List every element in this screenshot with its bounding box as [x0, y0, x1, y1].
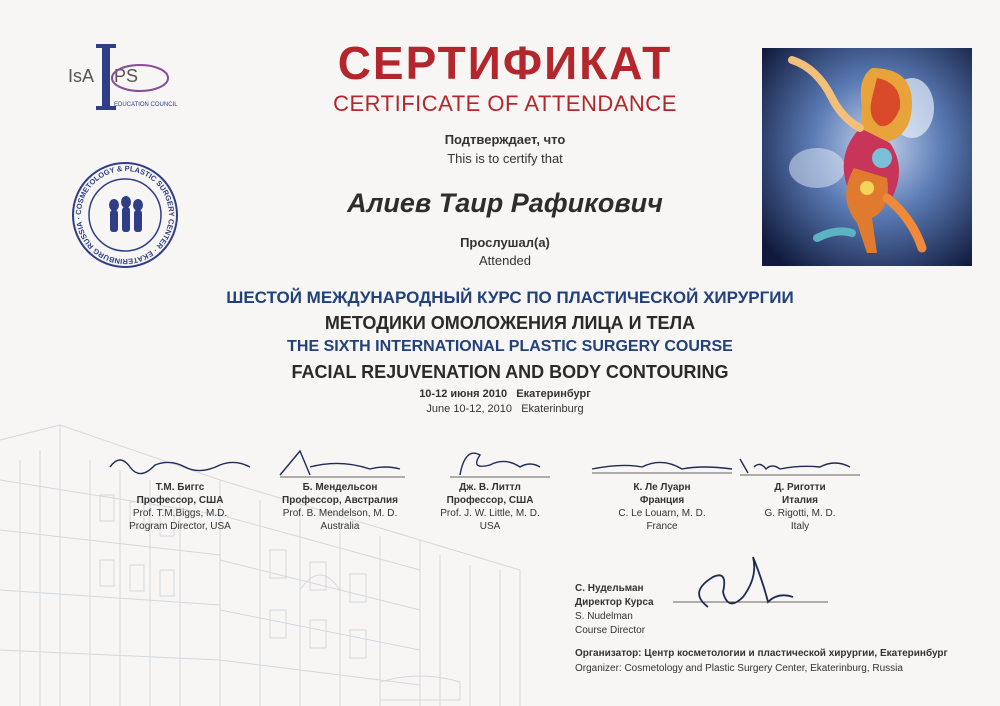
- faculty-role-ru: Франция: [639, 495, 685, 506]
- faculty-name-en: G. Rigotti, M. D.: [764, 508, 836, 519]
- recipient-name: Алиев Таир Рафикович: [347, 188, 663, 218]
- course-date-ru: 10-12 июня 2010 Екатеринбург: [419, 388, 591, 400]
- faculty-name-en: C. Le Louarn, M. D.: [618, 508, 706, 519]
- confirm-text-en: This is to certify that: [447, 151, 563, 166]
- confirm-text-ru: Подтверждает, что: [444, 132, 566, 147]
- faculty-signature-block: [582, 445, 742, 533]
- faculty-role-ru: Профессор, США: [136, 495, 224, 506]
- svg-text:PS: PS: [114, 66, 139, 86]
- center-seal: [70, 160, 180, 270]
- director-role-en: Course Director: [575, 625, 646, 636]
- director-signature: [668, 552, 838, 622]
- faculty-role-ru: Профессор, США: [446, 495, 534, 506]
- certificate-subtitle: CERTIFICATE OF ATTENDANCE: [333, 91, 677, 116]
- signature: [100, 445, 260, 481]
- signature: [260, 445, 420, 481]
- faculty-name-en: Prof. B. Mendelson, M. D.: [282, 508, 398, 519]
- faculty-extra-en: France: [646, 521, 678, 532]
- organizer-text-en: Organizer: Cosmetology and Plastic Surgery Center, Ekaterinburg, Russia: [575, 663, 903, 674]
- faculty-extra-en: USA: [479, 521, 501, 532]
- director-name-en: S. Nudelman: [575, 611, 633, 622]
- svg-text:IsA: IsA: [68, 66, 95, 86]
- course-title-en-line1: THE SIXTH INTERNATIONAL PLASTIC SURGERY COURSE: [287, 338, 733, 355]
- faculty-role-ru: Италия: [782, 495, 818, 506]
- attended-text-en: Attended: [478, 253, 532, 268]
- faculty-role-ru: Профессор, Австралия: [282, 495, 398, 506]
- faculty-name-ru: Д. Риготти: [774, 482, 826, 493]
- course-title-ru-line1: ШЕСТОЙ МЕЖДУНАРОДНЫЙ КУРС ПО ПЛАСТИЧЕСКОЙ ХИРУРГИИ: [226, 288, 794, 307]
- faculty-signature-block: [410, 445, 570, 533]
- artwork-image: [762, 48, 972, 266]
- organizer-text-ru: Организатор: Центр косметологии и пластической хирургии, Екатеринбург: [575, 648, 948, 659]
- signature: [720, 445, 880, 481]
- certificate-title: СЕРТИФИКАТ: [337, 37, 673, 89]
- faculty-signature-block: [100, 445, 260, 533]
- faculty-extra-en: Australia: [320, 521, 360, 532]
- signature: [410, 445, 570, 481]
- director-name-ru: С. Нудельман: [575, 583, 644, 594]
- signature: [582, 445, 742, 481]
- course-title-en-line2: FACIAL REJUVENATION AND BODY CONTOURING: [291, 362, 729, 382]
- faculty-signature-block: [720, 445, 880, 533]
- attended-text-ru: Прослушал(а): [460, 235, 550, 250]
- faculty-name-en: Prof. T.M.Biggs, M.D.: [132, 508, 228, 519]
- faculty-signature-block: [260, 445, 420, 533]
- faculty-name-ru: Дж. В. Литтл: [459, 482, 521, 493]
- course-title-ru-line2: МЕТОДИКИ ОМОЛОЖЕНИЯ ЛИЦА И ТЕЛА: [324, 313, 696, 333]
- isaps-logo: [60, 42, 180, 120]
- faculty-extra-en: Program Director, USA: [129, 521, 231, 532]
- faculty-name-ru: Б. Мендельсон: [302, 482, 378, 493]
- course-director-block: [575, 582, 654, 638]
- course-date-en: June 10-12, 2010 Ekaterinburg: [426, 403, 584, 415]
- director-role-ru: Директор Курса: [575, 597, 654, 608]
- faculty-name-en: Prof. J. W. Little, M. D.: [440, 508, 540, 519]
- faculty-name-ru: К. Ле Луарн: [633, 482, 691, 493]
- svg-text:COSMETOLOGY & PLASTIC SURGERY: COSMETOLOGY & PLASTIC SURGERY CENTER · EKATERINBURG RUSSIA ·: [73, 163, 177, 267]
- faculty-name-ru: Т.М. Биггс: [155, 482, 205, 493]
- faculty-extra-en: Italy: [790, 521, 810, 532]
- svg-text:EDUCATION COUNCIL: EDUCATION COUNCIL: [114, 102, 178, 108]
